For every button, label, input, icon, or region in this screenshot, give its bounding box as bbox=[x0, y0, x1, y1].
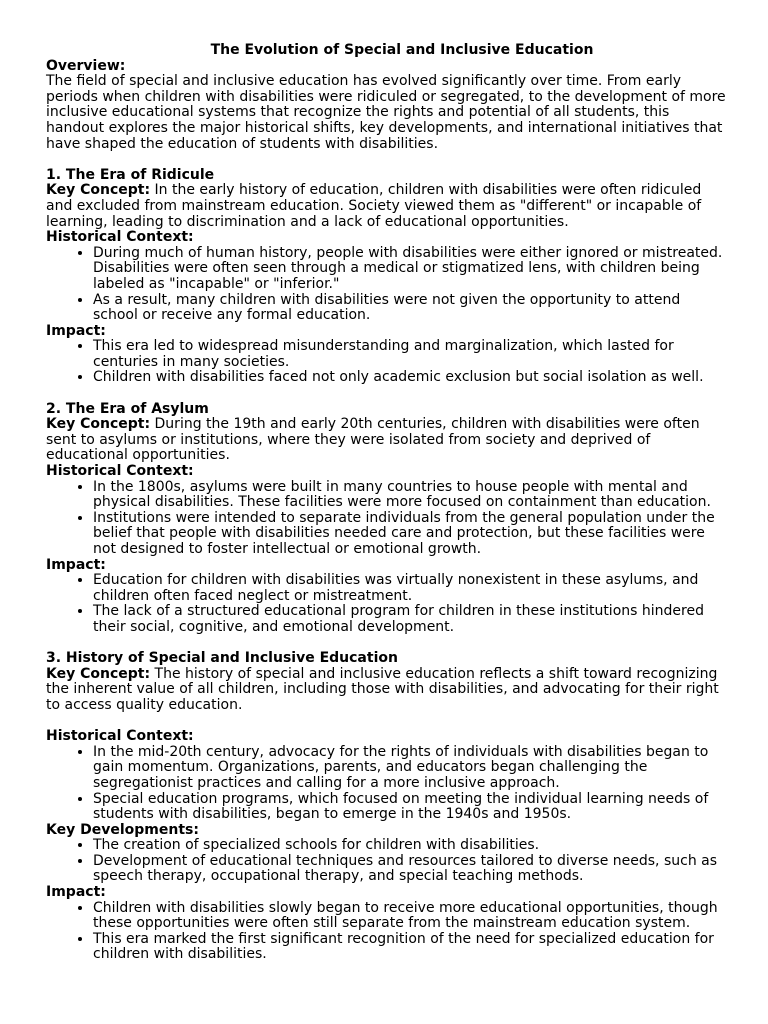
key-concept-text: The history of special and inclusive education reflects a shift toward recognizing the inherent value of all children, including those with disabilities, and advocating for their right to access quality education. bbox=[46, 665, 719, 713]
list-item: • In the mid-20th century, advocacy for the rights of individuals with disabilities began to gain momentum. Organizations, parents, and educators began challenging the segregationist practices and calling for a more inclusive approach. bbox=[93, 745, 728, 792]
section-heading-asylum: 2. The Era of Asylum bbox=[46, 400, 209, 417]
overview-label: Overview: bbox=[46, 57, 126, 74]
historical-context-label: Historical Context: bbox=[46, 463, 194, 480]
spacer bbox=[46, 714, 728, 730]
list-item: • The lack of a structured educational program for children in these institutions hindered their social, cognitive, and emotional development. bbox=[93, 604, 728, 635]
list-item: • Education for children with disabilities was virtually nonexistent in these asylums, and children often faced neglect or mistreatment. bbox=[93, 573, 728, 604]
spacer bbox=[46, 386, 728, 402]
key-concept-text: In the early history of education, children with disabilities were often ridiculed and excluded from mainstream education. Society viewed them as "different" or incapable of learning, leading to discrimination and a lack of educational opportunities. bbox=[46, 182, 702, 230]
impact-list bbox=[46, 573, 728, 635]
spacer bbox=[46, 152, 728, 168]
key-concept-text: During the 19th and early 20th centuries, children with disabilities were often sent to asylums or institutions, where they were isolated from society and deprived of educational opportunities. bbox=[46, 416, 700, 464]
list-item: • This era marked the first significant recognition of the need for specialized education for children with disabilities. bbox=[93, 932, 728, 963]
section-heading-ridicule: 1. The Era of Ridicule bbox=[46, 166, 215, 183]
key-concept-label: Key Concept: bbox=[46, 182, 151, 199]
list-item: • This era led to widespread misunderstanding and marginalization, which lasted for centuries in many societies. bbox=[93, 339, 728, 370]
historical-context-list bbox=[46, 745, 728, 823]
historical-context-list bbox=[46, 480, 728, 558]
key-concept-label: Key Concept: bbox=[46, 416, 151, 433]
impact-list bbox=[46, 339, 728, 386]
key-concept-asylum bbox=[46, 417, 728, 464]
list-item: • Children with disabilities faced not only academic exclusion but social isolation as well. bbox=[93, 370, 728, 386]
list-item: • Institutions were intended to separate individuals from the general population under the belief that people with disabilities needed care and protection, but these facilities were not designed to foster intellectual or emotional growth. bbox=[93, 511, 728, 558]
key-concept-history bbox=[46, 667, 728, 714]
spacer bbox=[46, 636, 728, 652]
list-item: • The creation of specialized schools for children with disabilities. bbox=[93, 838, 728, 854]
list-item: • During much of human history, people with disabilities were either ignored or mistreated. Disabilities were often seen through a medical or stigmatized lens, with children being labeled as "incapable" or "inferior." bbox=[93, 246, 728, 293]
impact-label: Impact: bbox=[46, 884, 106, 901]
list-item: • Development of educational techniques and resources tailored to diverse needs, such as speech therapy, occupational therapy, and special teaching methods. bbox=[93, 854, 728, 885]
historical-context-label: Historical Context: bbox=[46, 229, 194, 246]
section-heading-history: 3. History of Special and Inclusive Education bbox=[46, 650, 398, 667]
impact-label: Impact: bbox=[46, 556, 106, 573]
list-item: • As a result, many children with disabilities were not given the opportunity to attend school or receive any formal education. bbox=[93, 293, 728, 324]
overview-text: The field of special and inclusive education has evolved significantly over time. From early periods when children with disabilities were ridiculed or segregated, to the development of more inclusive educational systems that recognize the rights and potential of all students, this handout explores the major historical shifts, key developments, and international initiatives that have shaped the education of students with disabilities. bbox=[46, 73, 726, 152]
list-item: • Special education programs, which focused on meeting the individual learning needs of students with disabilities, began to emerge in the 1940s and 1950s. bbox=[93, 792, 728, 823]
list-item: • Children with disabilities slowly began to receive more educational opportunities, though these opportunities were often still separate from the mainstream education system. bbox=[93, 901, 728, 932]
impact-list bbox=[46, 901, 728, 963]
key-concept-ridicule bbox=[46, 183, 728, 230]
key-concept-label: Key Concept: bbox=[46, 665, 151, 682]
impact-label: Impact: bbox=[46, 322, 106, 339]
historical-context-label: Historical Context: bbox=[46, 728, 194, 745]
key-developments-list bbox=[46, 838, 728, 885]
historical-context-list bbox=[46, 246, 728, 324]
document-title: The Evolution of Special and Inclusive Education bbox=[210, 42, 594, 58]
list-item: • In the 1800s, asylums were built in many countries to house people with mental and physical disabilities. These facilities were more focused on containment than education. bbox=[93, 480, 728, 511]
key-developments-label: Key Developments: bbox=[46, 821, 199, 838]
